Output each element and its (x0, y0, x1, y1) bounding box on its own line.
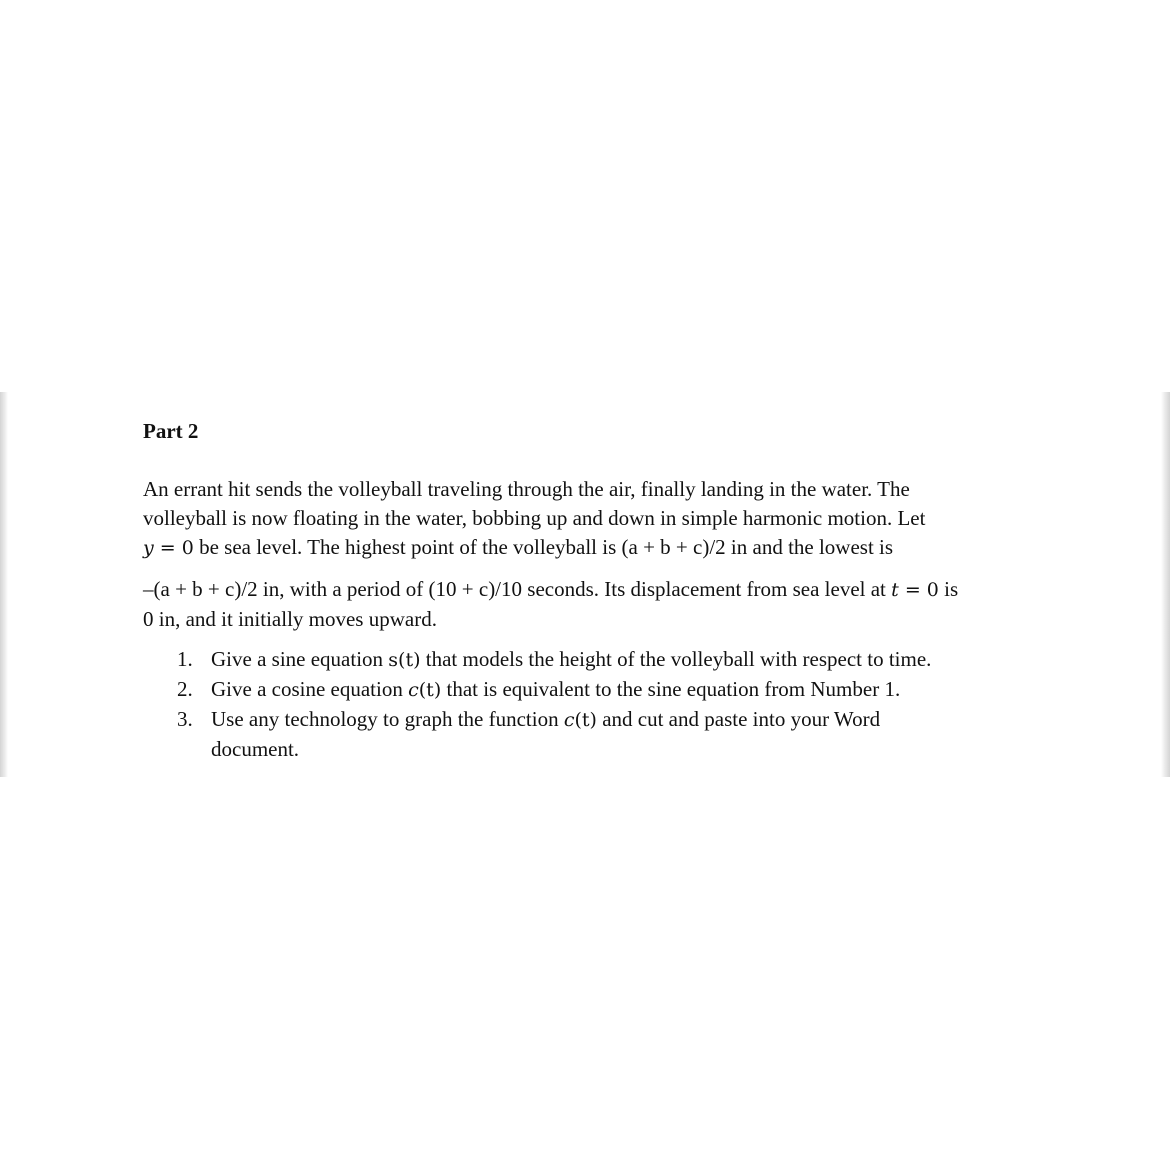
paragraph-line-4: –(a + b + c)/2 in, with a period of (10 + c)/10 seconds. Its displacement from sea level at (143, 577, 892, 601)
paragraph-gap (143, 563, 1043, 575)
math-equals-zero: = 0 (153, 537, 194, 559)
list-item-text: Use any technology to graph the function (211, 707, 564, 731)
problem-paragraph (143, 475, 1043, 634)
math-equals-zero-t: = 0 (898, 579, 939, 601)
math-function-c: c (408, 679, 419, 701)
math-function-s: s (388, 649, 399, 671)
list-item (143, 705, 1043, 764)
math-variable-y: y (143, 537, 154, 559)
list-item-number: 3. (177, 707, 193, 731)
list-item (143, 645, 1043, 675)
paragraph-line-5: 0 in, and it initially moves upward. (143, 607, 437, 631)
paragraph-line-2: volleyball is now floating in the water, bobbing up and down in simple harmonic motion. Let (143, 506, 926, 530)
task-list (143, 645, 1043, 764)
list-item-number: 1. (177, 647, 193, 671)
list-item-number: 2. (177, 677, 193, 701)
math-argument-t: (t) (574, 709, 597, 731)
list-item (143, 675, 1043, 705)
paragraph-line-1: An errant hit sends the volleyball traveling through the air, finally landing in the water. The (143, 477, 910, 501)
math-argument-t: (t) (398, 649, 421, 671)
section-heading: Part 2 (143, 419, 199, 443)
list-item-text: Give a sine equation (211, 647, 389, 671)
math-function-c: c (563, 709, 575, 731)
document-content (143, 418, 1043, 764)
math-variable-t: t (891, 579, 899, 601)
list-item-text-end: that models the height of the volleyball with respect to time. (420, 647, 932, 671)
document-page-strip (0, 392, 1170, 777)
list-item-continuation: document. (211, 737, 300, 761)
page-right-edge (1161, 392, 1170, 777)
math-argument-t: (t) (418, 679, 442, 701)
list-item-text-end: and cut and paste into your Word (596, 707, 881, 731)
list-item-text: Give a cosine equation (211, 677, 409, 701)
list-item-text-end: that is equivalent to the sine equation from Number 1. (441, 677, 901, 701)
page-left-edge (0, 392, 8, 777)
paragraph-line-4-tail: is (938, 577, 959, 601)
paragraph-line-3: be sea level. The highest point of the volleyball is (a + b + c)/2 in and the lowest is (193, 535, 894, 559)
